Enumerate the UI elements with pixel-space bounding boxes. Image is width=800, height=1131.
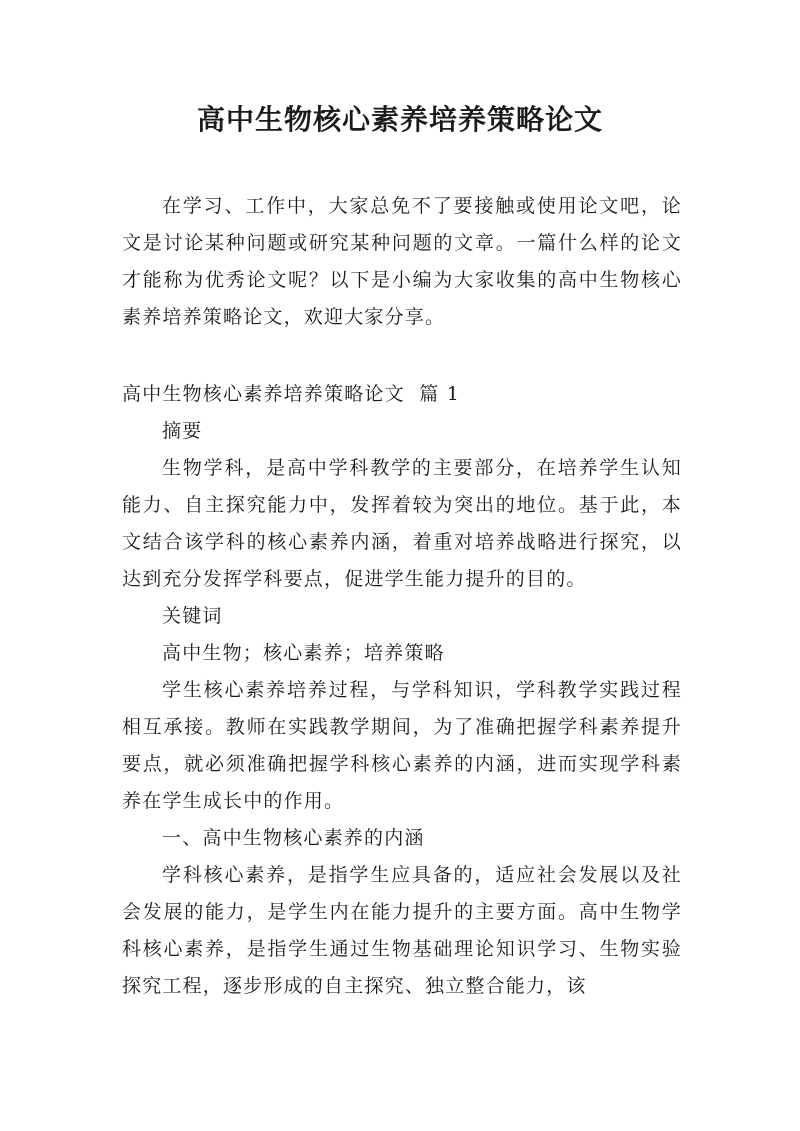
- abstract-label: 摘要: [162, 420, 203, 442]
- keywords-text: 高中生物；核心素养；培养策略: [162, 642, 445, 664]
- intro-paragraph: 在学习、工作中，大家总免不了要接触或使用论文吧，论文是讨论某种问题或研究某种问题的文章。一篇什么样的论文才能称为优秀论文呢？以下是小编为大家收集的高中生物核心素养培养策略论文，欢迎大家分享。: [122, 195, 682, 328]
- abstract-paragraph: 生物学科，是高中学科教学的主要部分，在培养学生认知能力、自主探究能力中，发挥着较为突出的地位。基于此，本文结合该学科的核心素养内涵，着重对培养战略进行探究，以达到充分发挥学科要点，促进学生能力提升的目的。: [122, 457, 682, 590]
- body-paragraph-2: 学科核心素养，是指学生应具备的，适应社会发展以及社会发展的能力，是学生内在能力提升的主要方面。高中生物学科核心素养，是指学生通过生物基础理论知识学习、生物实验探究工程，逐步形成的自主探究、独立整合能力，该: [122, 864, 682, 997]
- body-paragraph-1: 学生核心素养培养过程，与学科知识，学科教学实践过程相互承接。教师在实践教学期间，为了准确把握学科素养提升要点，就必须准确把握学科核心素养的内涵，进而实现学科素养在学生成长中的作用。: [122, 679, 682, 812]
- section-heading: 高中生物核心素养培养策略论文 篇 1: [122, 383, 461, 405]
- keywords-label: 关键词: [162, 605, 223, 627]
- section-subheading: 一、高中生物核心素养的内涵: [162, 827, 425, 849]
- document-title: 高中生物核心素养培养策略论文: [196, 103, 603, 136]
